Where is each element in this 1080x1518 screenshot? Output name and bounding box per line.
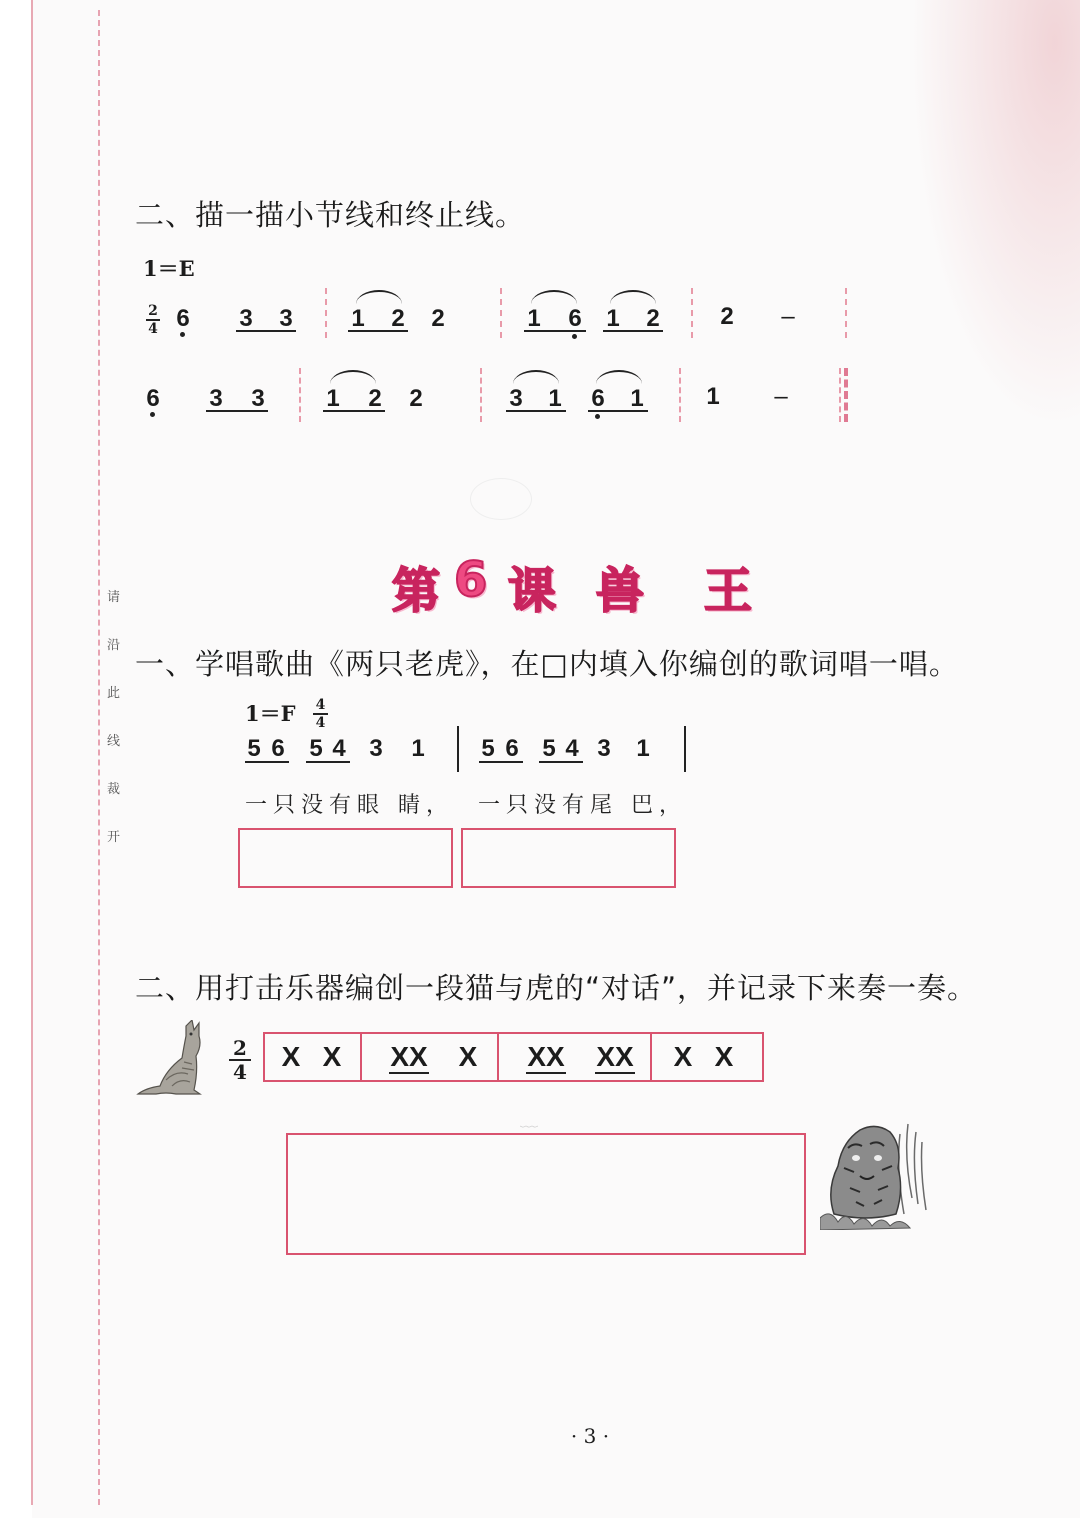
- note: 3: [239, 305, 253, 332]
- page-margin: [0, 0, 32, 1518]
- note: 3: [369, 735, 383, 762]
- cut-instruction-char: 裁: [107, 782, 121, 797]
- rhythm-barline: [497, 1034, 499, 1080]
- eighth-beam: [479, 761, 523, 763]
- eighth-beam: [603, 330, 663, 332]
- rhythm-note: X: [322, 1041, 342, 1072]
- slur: [610, 290, 656, 304]
- note: 2: [409, 385, 423, 412]
- bleed-through-mark: ﹏: [520, 1110, 538, 1131]
- final-barline-thick: [844, 368, 848, 422]
- section1-key-signature: 1＝E: [143, 256, 195, 281]
- cut-instruction-char: 开: [107, 830, 121, 845]
- time-sig-top: 2: [148, 303, 158, 319]
- slur: [596, 370, 642, 384]
- slur: [531, 290, 577, 304]
- note: 1: [351, 305, 365, 332]
- barline-trace: [845, 288, 847, 338]
- note: 1: [636, 735, 650, 762]
- rhythm-note: X: [281, 1041, 301, 1072]
- slur: [356, 290, 402, 304]
- rhythm-answer-box[interactable]: [286, 1133, 806, 1255]
- eighth-beam: [506, 410, 566, 412]
- eighth-beam: [539, 761, 583, 763]
- rhythm-note: X: [458, 1041, 478, 1072]
- eighth-beam: [348, 330, 408, 332]
- cut-instruction-char: 此: [107, 686, 121, 701]
- low-octave-dot: [180, 332, 185, 337]
- note: 1: [326, 385, 340, 412]
- note: 2: [391, 305, 405, 332]
- section3-time-signature: [229, 1038, 251, 1082]
- section3-heading: 二、用打击乐器编创一段猫与虎的“对话”，并记录下来奏一奏。: [135, 971, 978, 1005]
- slur: [513, 370, 559, 384]
- page-number: · 3 ·: [570, 1424, 610, 1448]
- note: 1: [630, 385, 644, 412]
- cut-instruction-char: 线: [107, 734, 121, 749]
- barline-trace: [325, 288, 327, 338]
- margin-line: [31, 0, 33, 1505]
- note: 4: [332, 735, 346, 762]
- note: 3: [209, 385, 223, 412]
- tiger-illustration: [820, 1118, 930, 1230]
- final-barline-thin: [839, 368, 841, 422]
- time-sig-bottom: 4: [148, 321, 158, 337]
- note: 1: [706, 383, 720, 410]
- barline-trace: [480, 368, 482, 422]
- time-sig-top: 4: [315, 697, 326, 713]
- note: 5: [542, 735, 556, 762]
- note: 1: [411, 735, 425, 762]
- rhythm-note: X: [673, 1041, 693, 1072]
- eighth-beam: [206, 410, 268, 412]
- note: 6: [271, 735, 285, 762]
- dash-hold: –: [774, 383, 788, 410]
- rhythm-note: X: [714, 1041, 734, 1072]
- note: 2: [720, 303, 734, 330]
- paper-stain: [910, 0, 1080, 430]
- note: 5: [481, 735, 495, 762]
- note: 6: [591, 385, 605, 412]
- barline: [684, 726, 686, 772]
- note: 1: [548, 385, 562, 412]
- lesson-title-char: 6: [454, 552, 488, 608]
- cut-instruction-char: 沿: [107, 638, 121, 653]
- cut-line: [98, 10, 100, 1505]
- rhythm-barline: [650, 1034, 652, 1080]
- rhythm-note-pair: XX: [596, 1041, 634, 1072]
- barline-trace: [299, 368, 301, 422]
- section2-heading: 一、学唱歌曲《两只老虎》，在□内填入你编创的歌词唱一唱。: [135, 647, 959, 681]
- time-sig-bottom: 4: [315, 715, 326, 731]
- eighth-beam: [389, 1072, 429, 1074]
- note: 3: [509, 385, 523, 412]
- note: 3: [279, 305, 293, 332]
- eighth-beam: [526, 1072, 566, 1074]
- time-sig-bottom: 4: [233, 1060, 247, 1084]
- barline-trace: [691, 288, 693, 338]
- barline: [457, 726, 459, 772]
- note: 5: [309, 735, 323, 762]
- note: 6: [146, 385, 160, 412]
- lyric-line: 一只没有尾 巴，: [478, 793, 687, 818]
- note: 1: [606, 305, 620, 332]
- rhythm-barline: [360, 1034, 362, 1080]
- low-octave-dot: [572, 334, 577, 339]
- rhythm-note-pair: XX: [527, 1041, 565, 1072]
- barline-trace: [679, 368, 681, 422]
- bleed-through-mark: [470, 478, 532, 520]
- lesson-title-char: 课: [508, 563, 557, 619]
- dash-hold: –: [781, 303, 795, 330]
- note: 6: [176, 305, 190, 332]
- eighth-beam: [323, 410, 385, 412]
- note: 6: [505, 735, 519, 762]
- low-octave-dot: [595, 414, 600, 419]
- note: 3: [251, 385, 265, 412]
- section2-key-signature: 1＝F: [245, 701, 296, 726]
- cat-illustration: [136, 1020, 212, 1096]
- rhythm-note-pair: XX: [390, 1041, 428, 1072]
- section2-time-signature: [313, 698, 328, 730]
- lesson-title-char: 兽: [596, 563, 645, 619]
- slur: [330, 370, 376, 384]
- eighth-beam: [236, 330, 296, 332]
- low-octave-dot: [150, 412, 155, 417]
- eighth-beam: [245, 761, 289, 763]
- eighth-beam: [588, 410, 648, 412]
- note: 2: [368, 385, 382, 412]
- eighth-beam: [595, 1072, 635, 1074]
- lyric-answer-box[interactable]: [461, 828, 676, 888]
- lyric-answer-box[interactable]: [238, 828, 453, 888]
- time-sig-top: 2: [233, 1036, 247, 1060]
- note: 5: [247, 735, 261, 762]
- barline-trace: [500, 288, 502, 338]
- lesson-title-char: 第: [392, 563, 441, 619]
- note: 3: [597, 735, 611, 762]
- note: 4: [565, 735, 579, 762]
- note: 1: [527, 305, 541, 332]
- section1-heading: 二、描一描小节线和终止线。: [135, 198, 526, 232]
- rhythm-score: [263, 1032, 764, 1082]
- section1-time-signature: [146, 304, 160, 336]
- note: 6: [568, 305, 582, 332]
- lesson-title: [392, 552, 762, 619]
- lesson-title-char: 王: [704, 563, 753, 619]
- lyric-line: 一只没有眼 睛，: [245, 793, 454, 818]
- note: 2: [431, 305, 445, 332]
- eighth-beam: [524, 330, 586, 332]
- note: 2: [646, 305, 660, 332]
- cut-instruction-char: 请: [107, 590, 121, 605]
- eighth-beam: [306, 761, 350, 763]
